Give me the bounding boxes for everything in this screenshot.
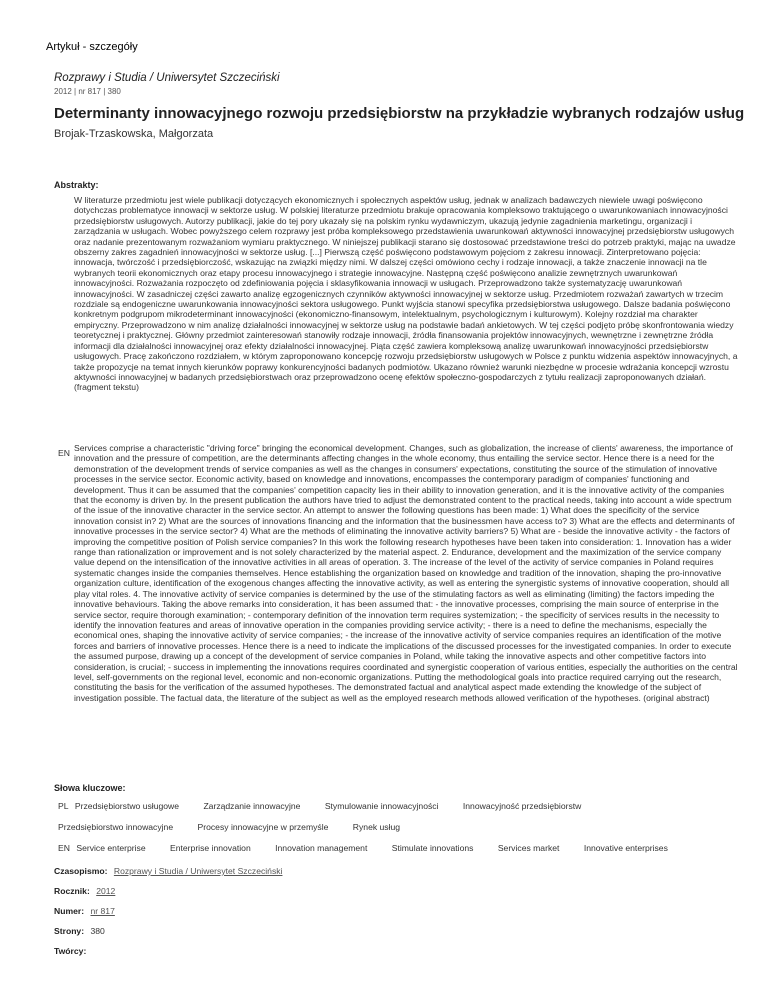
article-author: Brojak-Trzaskowska, Małgorzata (54, 128, 214, 140)
meta-pages-value: 380 (90, 926, 105, 936)
abstracts-label: Abstrakty: (54, 180, 99, 190)
keywords-en-row (58, 843, 690, 853)
article-title: Determinanty innowacyjnego rozwoju przedsiębiorstw na przykładzie wybranych rodzajów usług (54, 105, 745, 122)
meta-journal (54, 866, 282, 876)
meta-year-link[interactable]: 2012 (96, 886, 116, 896)
keyword[interactable]: Services market (497, 843, 560, 853)
meta-year-label: Rocznik: (54, 886, 90, 896)
keyword[interactable]: Zarządzanie innowacyjne (203, 801, 301, 811)
meta-journal-link[interactable]: Rozprawy i Studia / Uniwersytet Szczeciński (113, 866, 283, 876)
keyword[interactable]: Innowacyjność przedsiębiorstw (462, 801, 582, 811)
keywords-en-lang: EN (58, 843, 70, 853)
keyword[interactable]: Rynek usług (352, 822, 401, 832)
keywords-pl-lang: PL (58, 801, 69, 811)
meta-pages-label: Strony: (54, 926, 85, 936)
abstract-en-lang: EN (58, 448, 70, 458)
keyword[interactable]: Przedsiębiorstwo innowacyjne (58, 822, 174, 832)
keyword[interactable]: Procesy innowacyjne w przemyśle (197, 822, 329, 832)
meta-journal-label: Czasopismo: (54, 866, 108, 876)
keywords-label: Słowa kluczowe: (54, 783, 126, 793)
issue-info: 2012 | nr 817 | 380 (54, 87, 121, 96)
abstract-en: Services comprise a characteristic "driving force" bringing the economical development. Changes, such as globalization, the increase of clients' awareness, the importance of innovation and the pressure of competition, are the determinants affecting changes in the whole economy, thus entailing the service sector. Hence there is a need for the demonstration of the development trends of service companies as well as the changes in consumers' expectations, constituting the source of the stimulation of innovative processes in the service sector. Economic activity, based on knowledge and innovations, encompasses the contemporary paradigm of companies' functioning and development. Thus it can be assumed that the companies' competition capacity lies in their ability to innovation generation, and it is the innovative activity of the companies that the economy is driven by. In the present publication the authors have tried to adjust the demonstrated content to the practical needs, taking into account a wide spectrum of the issue of the innovative character in the service sector. An attempt to answer the following questions has been made: 1) What does the specificity of the service innovation consist in? 2) What are the sources of innovations financing and the information that the businessmen have access to? 3) What are the effects and determinants of innovative processes in the service sector? 4) What are the methods of eliminating the innovative activity barriers? 5) What are - beside the innovative activity - the factors of improving the competitive position of Polish service companies? In this work the following research hypotheses have been taken into consideration: 1. Innovation has a wider range than rationalization or improvement and is not solely characterized by the material aspect. 2. Endurance, development and the maximization of the service company value depend on the intensification of the innovative activities in all areas of operation. 3. The increase of the level of the activity of service companies in Poland requires systematic changes inside the companies themselves. Hence establishing the organization based on knowledge and tradition of the innovation, shaping the pro-innovative organization culture, identification of the exogenous changes affecting the innovative activity, as well as entering the synergistic systems of innovative cooperation, should all play vital roles. 4. The innovative activity of service companies is determined by the use of the stimulating factors as well as eliminating (limiting) the factors impeding the innovative behaviours. Taking the above remarks into consideration, it has been assumed that: - the innovative processes, comprising the main source of enterprise in the service sector, require thorough examination; - contemporary definition of the innovation term requires systemization; - the specificity of services results in the necessity to identify the innovation features and areas of innovative operation in the companies providing service activity; - there is a need to define the mechanisms, especially the economical ones, shaping the innovative activity of service companies; - the increase of the innovative activity of service companies requires an identification of the motive forces and barriers of innovative processes. Hence there is a need to indicate the implications of the discussed processes for the investigated companies. In order to execute the assumed purpose, drawing up a concept of the development of service companies in Poland, while taking the innovative aspects and other competitive factors into consideration, is crucial; - success in implementing the innovations requires coordinated and synergistic cooperation of various entities, especially the authorities on the central level, self-governments on the regional level, economic and non-economic organizations. Putting the methodological goals into practice required carrying out the research, constituting the basis for the verification of the assumed hypotheses. The demonstrated factual and analytical aspect made extending the knowledge of the subject of investigation possible. The factual data, the literature of the subject as well as the employed research methods allowed verification of the hypotheses. (original abstract) (74, 443, 738, 703)
keyword[interactable]: Stymulowanie innowacyjności (324, 801, 439, 811)
meta-creators (54, 946, 90, 956)
keyword[interactable]: Service enterprise (76, 843, 146, 853)
keyword[interactable]: Enterprise innovation (170, 843, 251, 853)
page-heading: Artykuł - szczegóły (46, 41, 138, 53)
meta-number-label: Numer: (54, 906, 85, 916)
keywords-pl-row-1 (58, 801, 603, 811)
keyword[interactable]: Stimulate innovations (391, 843, 474, 853)
keyword[interactable]: Przedsiębiorstwo usługowe (74, 801, 180, 811)
abstract-pl: W literaturze przedmiotu jest wiele publikacji dotyczących ekonomicznych i społecznych aspektów usług, jednak w analizach badawczych niewiele uwagi poświęcono dotychczas problematyce innowacji w sektorze usług. W polskiej literaturze przedmiotu brakuje opracowania kompleksowo traktującego o uwarunkowaniach innowacyjności przedsiębiorstw usługowych. Autorzy publikacji, jakie do tej pory ukazały się na polskim rynku wydawniczym, ukazują jedynie zagadnienia marketingu, organizacji i zarządzania w usługach. Wobec powyższego celem rozprawy jest próba kompleksowego przedstawienia uwarunkowań aktywności innowacyjnej przedsiębiorstw usługowych oraz nadanie prezentowanym rozważaniom wymiaru praktycznego. W niniejszej publikacji starano się dostosować przedstawione treści do potrzeb praktyki, mając na uwadze obszerny zakres zagadnień innowacyjności w sektorze usług. [...] Pierwszą część poświęcono podstawowym pojęciom z zakresu innowacji. Zinterpretowano pojęcia: innowacja, twórczość i przedsiębiorczość, wskazując na związki między nimi. W dalszej części omówiono cechy i rodzaje innowacji, a także znaczenie innowacji na tle wybranych teorii ekonomicznych oraz etapy procesu innowacyjnego i strategie innowacyjne. Następną część poświęcono analizie zewnętrznych uwarunkowań innowacyjności. Rozważania rozpoczęto od zdefiniowania pojęcia i sklasyfikowania innowacji w usługach. Przeprowadzono także systematyzację uwarunkowań innowacyjności. W zasadniczej części zawarto analizę egzogenicznych czynników aktywności innowacyjnej w sektorze usług. Przedmiotem rozważań zawartych w trzecim rozdziale są endogeniczne uwarunkowania innowacyjności sektora usługowego. Punkt wyjścia stanowi specyfika przedsiębiorstwa usługowego. Dalsze badania poświęcono konkretnym podgrupom mikrodeterminant innowacyjności (ekonomiczno-finansowym, intelektualnym, psychologicznym i kulturowym). Kolejny rozdział ma charakter empiryczny. Przeprowadzono w nim analizę działalności innowacyjnej w sektorze usług na podstawie badań ankietowych. W tej części podjęto próbę skonfrontowania wiedzy teoretycznej i praktycznej. Główny przedmiot zainteresowań stanowiły rodzaje innowacji, źródła finansowania projektów innowacyjnych, wewnętrzne i zewnętrzne źródła informacji dla działalności innowacyjnej oraz efekty działalności innowacyjnej. Piąta część zawiera kompleksową analizę uwarunkowań innowacyjności przedsiębiorstw usługowych. Pracę zakończono rozdziałem, w którym zaproponowano koncepcję rozwoju przedsiębiorstw usługowych w Polsce z punktu widzenia aspektów innowacyjnych, a także propozycje na temat innych kierunków poprawy konkurencyjności badanych podmiotów. Ukazano również warunki niezbędne w procesie wdrażania koncepcji wzrostu aktywności innowacyjnej w badanych przedsiębiorstwach oraz przeprowadzono ocenę efektów społeczno-gospodarczych z tytułu realizacji zaproponowanych działań. (fragment tekstu) (74, 195, 738, 393)
meta-creators-label: Twórcy: (54, 946, 87, 956)
meta-number (54, 906, 115, 916)
keyword[interactable]: Innovation management (275, 843, 368, 853)
keyword[interactable]: Innovative enterprises (583, 843, 668, 853)
journal-name: Rozprawy i Studia / Uniwersytet Szczeciński (54, 72, 280, 84)
meta-year (54, 886, 115, 896)
meta-pages (54, 926, 105, 936)
keywords-pl-row-2 (58, 822, 422, 832)
meta-number-link[interactable]: nr 817 (90, 906, 115, 916)
